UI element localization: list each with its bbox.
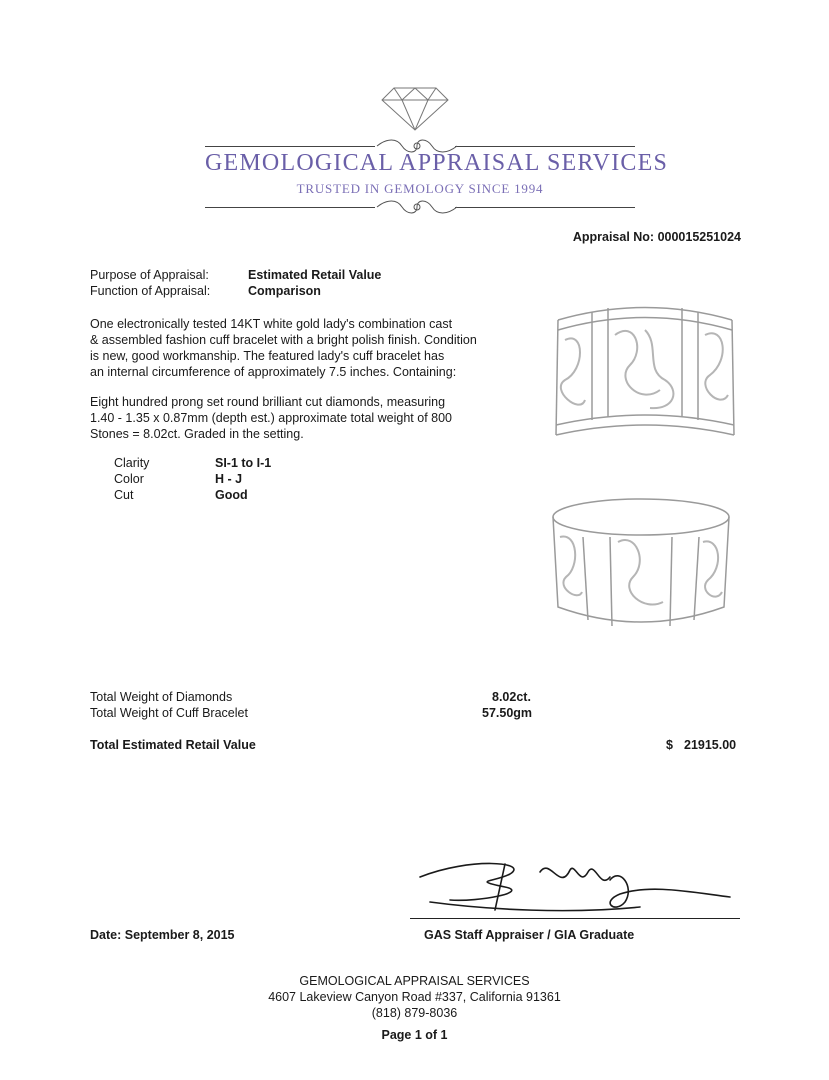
function-label: Function of Appraisal: (90, 284, 211, 298)
clarity-label: Clarity (114, 456, 150, 470)
stones-line: 1.40 - 1.35 x 0.87mm (depth est.) approximate total weight of 800 (90, 411, 453, 425)
footer-phone: (818) 879-8036 (371, 1006, 458, 1020)
header-rule-left-top (205, 146, 375, 147)
header-rule-right-top (455, 146, 635, 147)
cut-value: Good (215, 488, 248, 502)
footer-company: GEMOLOGICAL APPRAISAL SERVICES (299, 974, 530, 988)
retail-value-amount: 21915.00 (684, 738, 737, 752)
cut-label: Cut (114, 488, 134, 502)
appraisal-number: Appraisal No: 000015251024 (572, 230, 741, 244)
color-label: Color (114, 472, 144, 486)
total-bracelet-weight-label: Total Weight of Cuff Bracelet (90, 706, 248, 720)
clarity-value: SI-1 to I-1 (215, 456, 272, 470)
header-rule-left-bottom (205, 207, 375, 208)
total-bracelet-weight-value: 57.50gm (482, 706, 533, 720)
purpose-value: Estimated Retail Value (248, 268, 382, 282)
stones-line: Stones = 8.02ct. Graded in the setting. (90, 427, 304, 441)
diamond-logo-icon (380, 82, 450, 132)
currency-symbol: $ (666, 738, 673, 752)
appraisal-date: Date: September 8, 2015 (90, 928, 235, 942)
stones-line: Eight hundred prong set round brilliant cut diamonds, measuring (90, 395, 446, 409)
page-indicator: Page 1 of 1 (381, 1028, 448, 1042)
signature-line (410, 918, 740, 919)
function-value: Comparison (248, 284, 321, 298)
header-rule-right-bottom (455, 207, 635, 208)
bracelet-photo-front (550, 290, 740, 450)
flourish-bottom-icon (372, 198, 462, 216)
description-line: an internal circumference of approximately 7.5 inches. Containing: (90, 365, 457, 379)
description-line: One electronically tested 14KT white gold lady's combination cast (90, 317, 453, 331)
purpose-label: Purpose of Appraisal: (90, 268, 209, 282)
bracelet-photo-side (548, 492, 734, 634)
company-name: GEMOLOGICAL APPRAISAL SERVICES (205, 150, 669, 176)
signature-image (410, 852, 740, 922)
retail-value-label: Total Estimated Retail Value (90, 738, 256, 752)
description-line: is new, good workmanship. The featured lady's cuff bracelet has (90, 349, 445, 363)
color-value: H - J (215, 472, 243, 486)
footer-address: 4607 Lakeview Canyon Road #337, California 91361 (268, 990, 561, 1004)
footer (0, 973, 829, 1043)
total-diamond-weight-value: 8.02ct. (492, 690, 531, 704)
company-tagline: TRUSTED IN GEMOLOGY SINCE 1994 (296, 181, 544, 196)
stones-description (90, 394, 530, 442)
signer-title: GAS Staff Appraiser / GIA Graduate (424, 928, 635, 942)
total-diamond-weight-label: Total Weight of Diamonds (90, 690, 233, 704)
item-description (90, 316, 530, 380)
description-line: & assembled fashion cuff bracelet with a bright polish finish. Condition (90, 333, 477, 347)
